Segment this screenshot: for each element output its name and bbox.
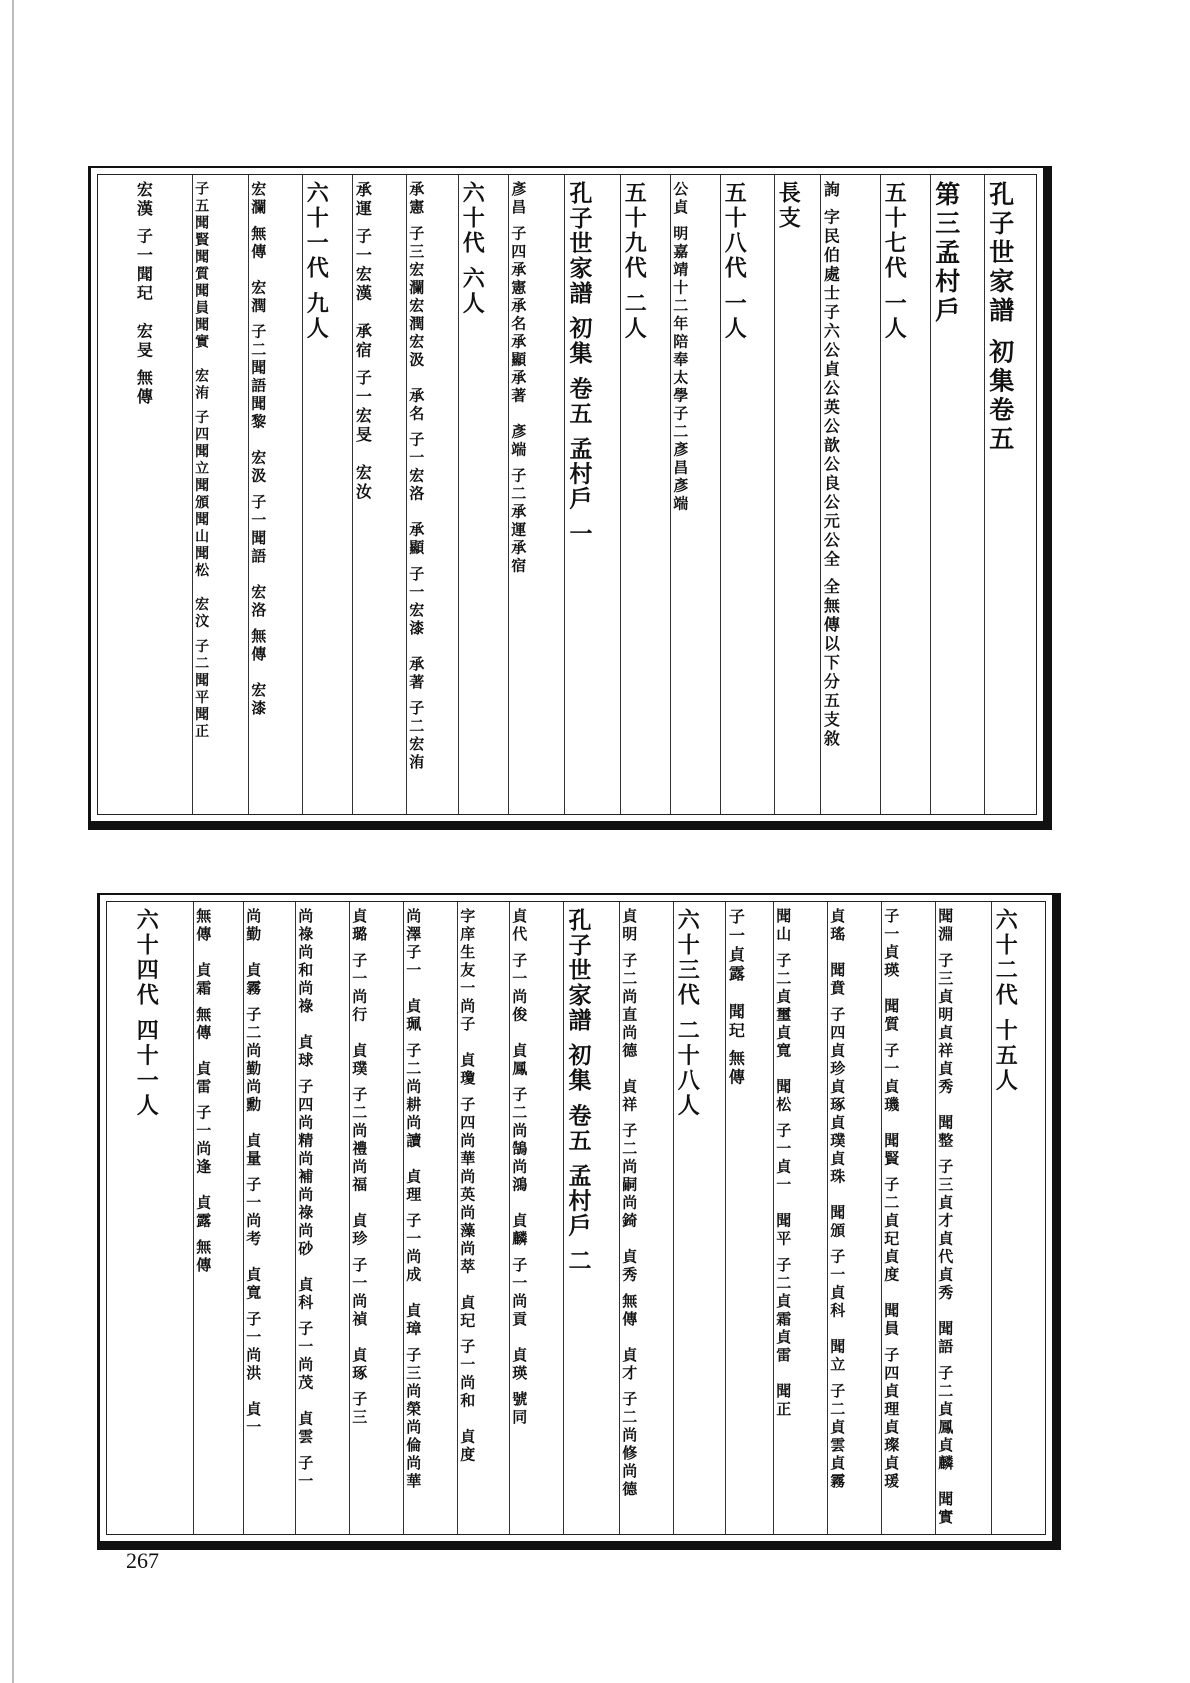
column [133, 902, 193, 1534]
column-text: 貞璐 子一尚行 貞璞 子二尚禮尚福 貞珍 子一尚禎 貞琢 子三 [350, 908, 369, 1427]
column-text: 子一貞瑛 聞質 子一貞璣 聞賢 子二貞玘貞度 聞員 子四貞理貞璨貞瑗 [882, 908, 901, 1491]
column [773, 902, 827, 1534]
column [243, 902, 295, 1534]
column [881, 902, 935, 1534]
column-text: 尚勤 貞霧 子二尚勤尚勳 貞量 子一尚考 貞寬 子一尚洪 貞一 [244, 908, 263, 1437]
column-text: 六十一代 九人 [303, 181, 330, 342]
column [930, 175, 984, 814]
column-text: 五十九代 二人 [621, 181, 648, 342]
column-text: 承憲 子三宏瀾宏潤宏汲 承名 子一宏洛 承顯 子一宏漆 承著 子二宏洧 [407, 181, 426, 772]
column [406, 175, 458, 814]
column-text: 尚祿尚和尚祿 貞球 子四尚精尚補尚祿尚砂 貞科 子一尚茂 貞雲 子一 [296, 908, 315, 1491]
column [984, 175, 1036, 814]
column-text: 六十代 六人 [459, 181, 486, 317]
column-text: 貞瑤 聞賁 子四貞珍貞琢貞璞貞珠 聞頒 子一貞科 聞立 子二貞雲貞霧 [828, 908, 847, 1491]
genealogy-page-top [88, 166, 1052, 830]
column [349, 902, 403, 1534]
center-column [564, 175, 620, 814]
column [295, 902, 349, 1534]
column-container-top [97, 174, 1037, 815]
column [192, 175, 248, 814]
column-text: 子五聞賢聞質聞員聞實 宏洧 子四聞立聞頒聞山聞松 宏汶 子二聞平聞正 [193, 181, 210, 741]
column-text: 六十四代 四十一人 [133, 908, 160, 1119]
column-text: 公貞 明嘉靖十二年陪奉太學子二彥昌彥端 [671, 181, 690, 514]
center-column [563, 902, 619, 1534]
column-text: 無傳 貞霜 無傳 貞雷 子一尚逢 貞露 無傳 [194, 908, 213, 1275]
column [720, 175, 774, 814]
page-edge-rule [12, 0, 14, 1683]
column [457, 902, 509, 1534]
column [670, 175, 720, 814]
column-text: 聞山 子二貞璽貞寬 聞松 子一貞一 聞平 子二貞霜貞雷 聞正 [774, 908, 793, 1419]
column [403, 902, 457, 1534]
genealogy-page-bottom [97, 893, 1061, 1550]
column [193, 902, 243, 1534]
column-text: 承運 子一宏漢 承宿 子一宏旻 宏汝 [353, 181, 373, 503]
column [880, 175, 930, 814]
column-text: 長支 [775, 181, 802, 231]
column-text: 貞明 子二尚直尚德 貞祥 子二尚嗣尚錡 貞秀 無傳 貞才 子二尚修尚德 [620, 908, 639, 1499]
page-number: 267 [126, 1548, 159, 1573]
column [820, 175, 880, 814]
column-text: 詢 字民伯處士子六公貞公英公歆公良公元公全 全無傳以下分五支敘 [821, 181, 841, 750]
column-text: 宏瀾 無傳 宏潤 子二聞語聞黎 宏汲 子一聞語 宏洛 無傳 宏漆 [249, 181, 268, 718]
column [991, 902, 1045, 1534]
column-text: 子一貞露 聞玘 無傳 [726, 908, 746, 1088]
column-text: 六十二代 十五人 [992, 908, 1019, 1094]
column [352, 175, 406, 814]
column [248, 175, 302, 814]
column-text: 孔子世家譜 初集 卷五 孟村戶 一 [565, 181, 593, 547]
column [508, 175, 564, 814]
column-container-bottom [106, 901, 1046, 1535]
column [134, 175, 192, 814]
column-text: 孔子世家譜 初集卷五 [985, 181, 1015, 455]
column-text: 貞代 子一尚俊 貞鳳 子二尚鵠尚鴻 貞麟 子一尚貢 貞瑛 號同 [510, 908, 529, 1427]
column [458, 175, 508, 814]
column-text: 五十七代 一人 [881, 181, 908, 342]
column [935, 902, 991, 1534]
column-text: 尚澤子一 貞珮 子二尚耕尚讀 貞理 子一尚成 貞璋 子三尚榮尚倫尚華 [404, 908, 423, 1491]
column-text: 孔子世家譜 初集 卷五 孟村戶 二 [564, 908, 592, 1274]
column-text: 第三孟村戶 [931, 181, 961, 326]
column [774, 175, 820, 814]
column-text: 彥昌 子四承憲承名承顯承著 彥端 子二承運承宿 [509, 181, 528, 576]
column [673, 902, 725, 1534]
column-text: 五十八代 一人 [721, 181, 748, 342]
column [302, 175, 352, 814]
column [509, 902, 563, 1534]
column [725, 902, 773, 1534]
column [620, 175, 670, 814]
column [619, 902, 673, 1534]
column-text: 字庠生友一尚子 貞瓊 子四尚華尚英尚藻尚萃 貞玘 子一尚和 貞度 [458, 908, 477, 1465]
column-text: 聞淵 子三貞明貞祥貞秀 聞整 子三貞才貞代貞秀 聞語 子二貞鳳貞麟 聞實 [936, 908, 955, 1527]
column [827, 902, 881, 1534]
column-text: 宏漢 子一聞玘 宏旻 無傳 [134, 181, 154, 408]
column-text: 六十三代 二十八人 [674, 908, 701, 1119]
